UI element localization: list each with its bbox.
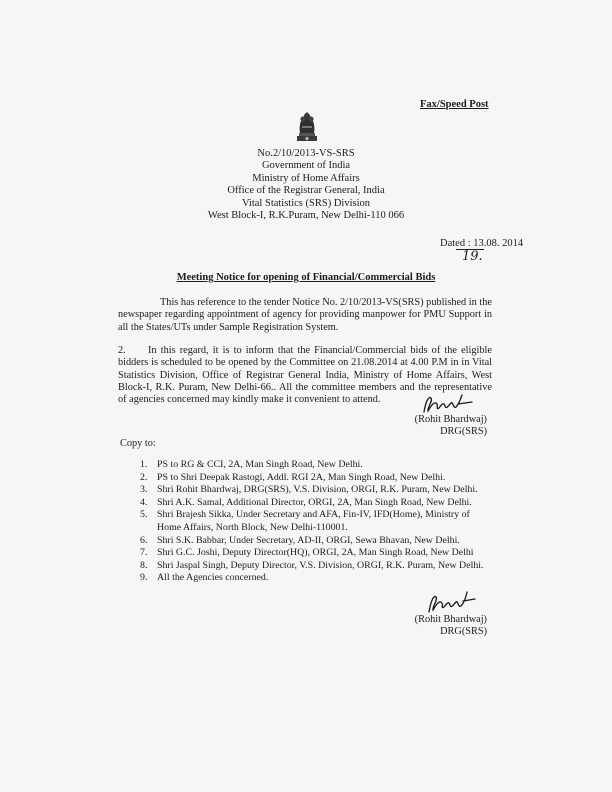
header-address: West Block-I, R.K.Puram, New Delhi-110 066 xyxy=(207,210,405,222)
signatory-name: (Rohit Bhardwaj) xyxy=(414,414,487,425)
list-item: 2. PS to Shri Deepak Rastogi, Addl. RGI 2A, Man Singh Road, New Delhi. xyxy=(140,471,446,483)
copy-to-label: Copy to: xyxy=(120,438,156,449)
signature-block-2 xyxy=(405,614,487,639)
list-item: 5. Shri Brajesh Sikka, Under Secretary and AFA, Fin-IV, IFD(Home), Ministry of Home Affairs, North Block, New Delhi-110001. xyxy=(140,509,470,533)
list-item: 1. PS to RG & CCI, 2A, Man Singh Road, New Delhi. xyxy=(140,459,363,470)
header-ministry: Ministry of Home Affairs xyxy=(252,172,360,184)
paragraph-1: This has reference to the tender Notice No. 2/10/2013-VS(SRS) published in the newspaper regarding appointment of agency for providing manpower for PMU Support in all the States/UTs under Sample Registration System. xyxy=(118,297,492,333)
signatory-designation: DRG(SRS) xyxy=(440,426,487,438)
handwritten-number: 19. xyxy=(462,249,483,264)
signature-block-1 xyxy=(405,414,487,439)
header-office: Office of the Registrar General, India xyxy=(227,185,385,197)
list-item: 4. Shri A.K. Samal, Additional Director, ORGI, 2A, Man Singh Road, New Delhi. xyxy=(140,496,472,508)
list-item: 8. Shri Jaspal Singh, Deputy Director, V.S. Division, ORGI, R.K. Puram, New Delhi. xyxy=(140,559,484,571)
list-item: 7. Shri G.C. Joshi, Deputy Director(HQ), ORGI, 2A, Man Singh Road, New Delhi xyxy=(140,547,474,559)
list-item: 3. Shri Rohit Bhardwaj, DRG(SRS), V.S. Division, ORGI, R.K. Puram, New Delhi. xyxy=(140,484,478,496)
header-government: Government of India xyxy=(261,160,351,172)
paragraph-2-number: 2. xyxy=(118,345,126,356)
signatory-name: (Rohit Bhardwaj) xyxy=(414,614,487,625)
subject-heading: Meeting Notice for opening of Financial/Commercial Bids xyxy=(176,272,436,283)
list-item: 6. Shri S.K. Babbar, Under Secretary, AD-II, ORGI, Sewa Bhavan, New Delhi. xyxy=(140,534,460,546)
fax-speed-post-label: Fax/Speed Post xyxy=(420,99,489,110)
signature-2-icon xyxy=(425,590,515,616)
header-division: Vital Statistics (SRS) Division xyxy=(241,197,370,209)
dated-line: Dated : 13.08. 2014 xyxy=(440,238,524,249)
list-item: 9. All the Agencies concerned. xyxy=(140,572,269,584)
reference-number: No.2/10/2013-VS-SRS xyxy=(257,148,355,159)
paragraph-2-text: In this regard, it is to inform that the Financial/Commercial bids of the eligible bidders is scheduled to be opened by the Committee on 21.08.2014 at 4.00 P.M in in Vital Statistics Division, Office of Registrar General India, Ministry of Home Affairs, West Block-I, R.K. Puram, New Delhi-66.. All the committee members and the representative of agencies concerned may kindly make it convenient to attend. xyxy=(118,345,492,406)
national-emblem-icon xyxy=(294,109,320,143)
signatory-designation: DRG(SRS) xyxy=(440,626,487,638)
copy-to-list xyxy=(140,459,490,585)
letter-header xyxy=(150,148,462,222)
